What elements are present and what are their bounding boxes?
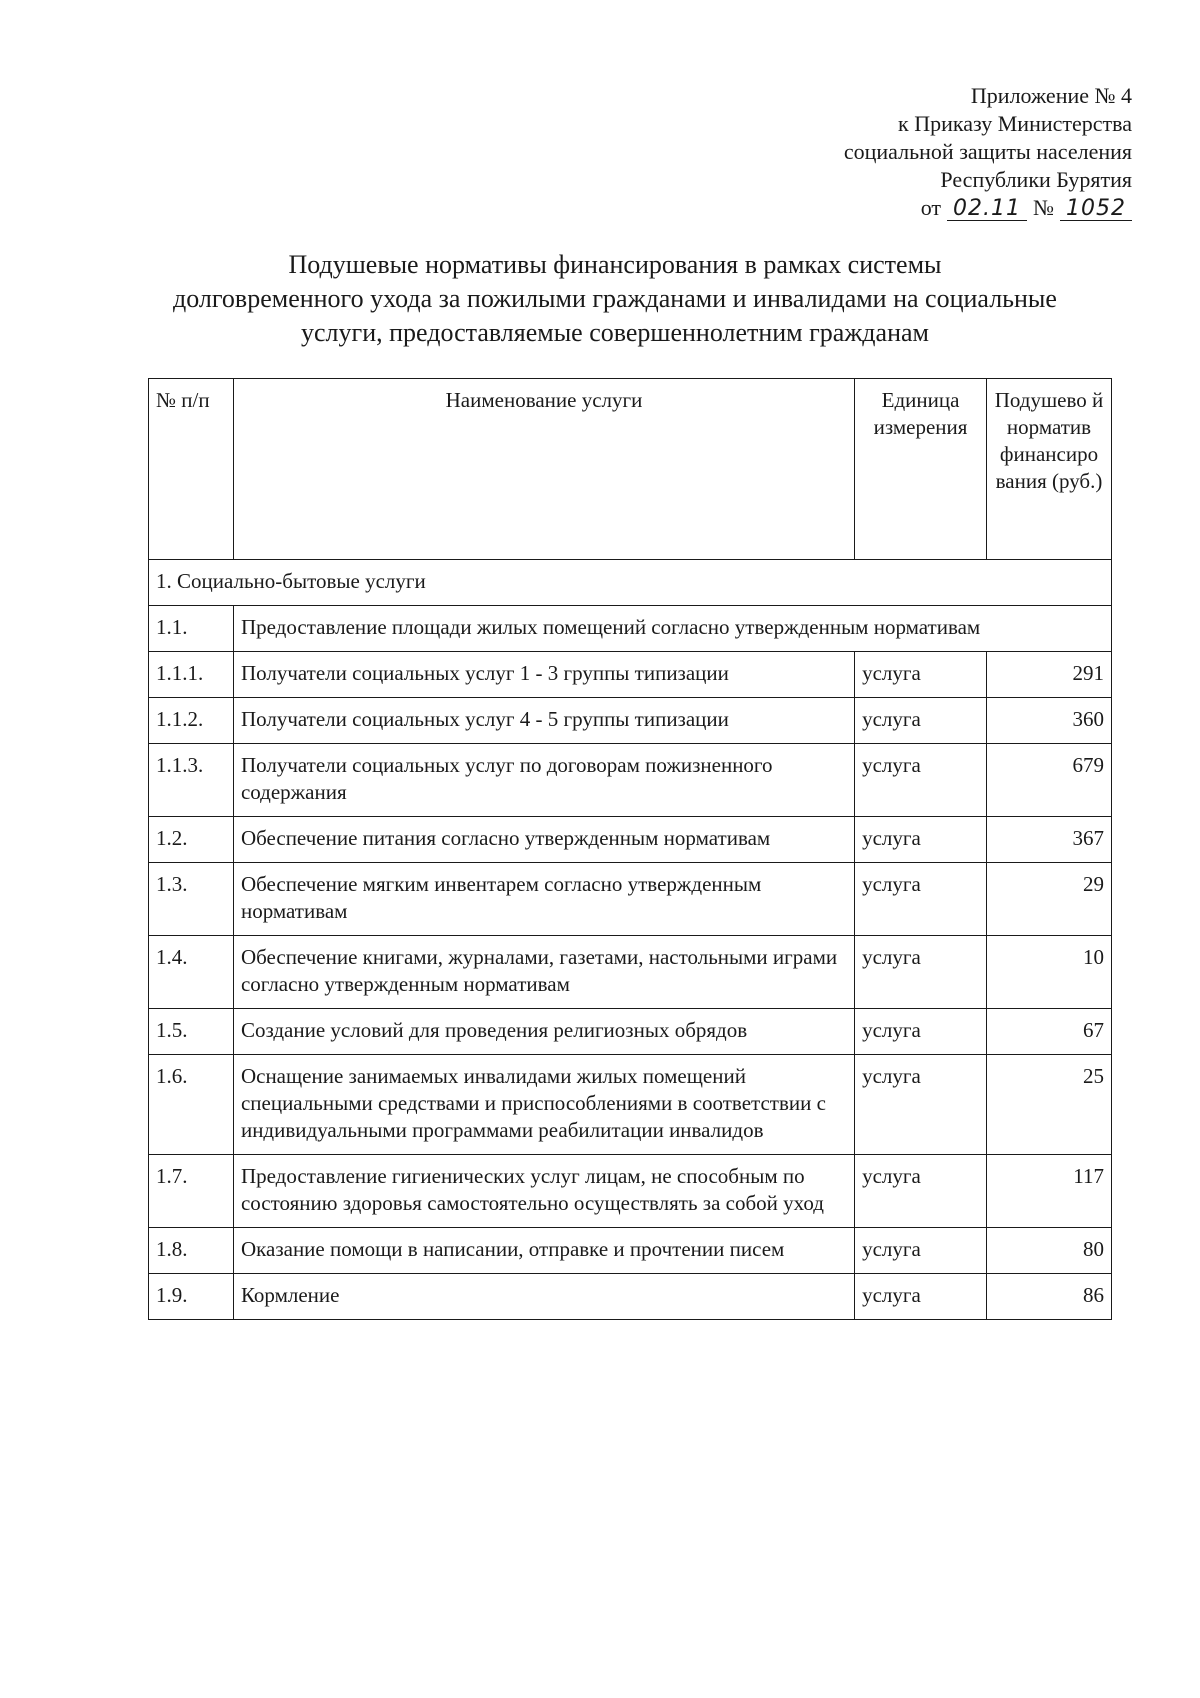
row-num: 1.1.1. [149,652,234,698]
row-value: 360 [987,698,1112,744]
document-title [110,248,1120,350]
row-value: 367 [987,817,1112,863]
row-num: 1.2. [149,817,234,863]
row-name: Обеспечение книгами, журналами, газетами, настольными играми согласно утвержденным нормативам [233,936,854,1009]
row-name: Предоставление гигиенических услуг лицам, не способным по состоянию здоровья самостоятельно осуществлять за собой уход [233,1155,854,1228]
row-name: Получатели социальных услуг по договорам пожизненного содержания [233,744,854,817]
row-unit: услуга [855,1155,987,1228]
row-value: 29 [987,863,1112,936]
appendix-line-1: Приложение № 4 [970,83,1132,108]
table-row [149,698,1112,744]
appendix-header [844,82,1132,222]
row-value: 291 [987,652,1112,698]
row-name: Кормление [233,1274,854,1320]
row-value: 80 [987,1228,1112,1274]
section-title: 1. Социально-бытовые услуги [149,560,1112,606]
row-value: 67 [987,1009,1112,1055]
header-num: № п/п [149,379,234,560]
table-row [149,1155,1112,1228]
section-row [149,560,1112,606]
table-header-row [149,379,1112,560]
row-unit: услуга [855,744,987,817]
table-row [149,817,1112,863]
title-line-3: услуги, предоставляемые совершеннолетним гражданам [301,318,929,347]
appendix-line-4: Республики Бурятия [940,167,1132,192]
row-num: 1.3. [149,863,234,936]
table-row [149,1274,1112,1320]
row-name: Получатели социальных услуг 4 - 5 группы типизации [233,698,854,744]
row-unit: услуга [855,652,987,698]
row-num: 1.4. [149,936,234,1009]
row-unit: услуга [855,1055,987,1155]
row-unit: услуга [855,863,987,936]
subheader-row [149,606,1112,652]
appendix-date-line [921,194,1132,222]
norms-table [148,378,1112,1320]
subheader-name: Предоставление площади жилых помещений согласно утвержденным нормативам [233,606,1111,652]
handwritten-date: 02.11 [947,198,1027,221]
header-value: Подушево й норматив финансиро вания (руб.) [987,379,1112,560]
row-value: 86 [987,1274,1112,1320]
row-unit: услуга [855,1274,987,1320]
row-num: 1.8. [149,1228,234,1274]
row-num: 1.1.2. [149,698,234,744]
row-value: 679 [987,744,1112,817]
title-line-2: долговременного ухода за пожилыми гражданами и инвалидами на социальные [173,284,1057,313]
row-name: Оказание помощи в написании, отправке и прочтении писем [233,1228,854,1274]
table-row [149,1228,1112,1274]
row-num: 1.6. [149,1055,234,1155]
row-name: Обеспечение питания согласно утвержденным нормативам [233,817,854,863]
row-unit: услуга [855,698,987,744]
row-num: 1.9. [149,1274,234,1320]
table-row [149,936,1112,1009]
row-name: Оснащение занимаемых инвалидами жилых помещений специальными средствами и приспособлениями в соответствии с индивидуальными программами реабилитации инвалидов [233,1055,854,1155]
row-value: 25 [987,1055,1112,1155]
appendix-line-3: социальной защиты населения [843,139,1132,164]
subheader-num: 1.1. [149,606,234,652]
row-name: Обеспечение мягким инвентарем согласно утвержденным нормативам [233,863,854,936]
table-row [149,1055,1112,1155]
table-row [149,1009,1112,1055]
row-value: 10 [987,936,1112,1009]
number-prefix: № [1033,195,1054,220]
title-line-1: Подушевые нормативы финансирования в рамках системы [288,250,942,279]
appendix-line-2: к Приказу Министерства [898,111,1132,136]
row-name: Получатели социальных услуг 1 - 3 группы типизации [233,652,854,698]
row-value: 117 [987,1155,1112,1228]
row-unit: услуга [855,1009,987,1055]
header-unit: Единица измерения [855,379,987,560]
date-prefix: от [920,195,942,220]
row-num: 1.5. [149,1009,234,1055]
header-name: Наименование услуги [233,379,854,560]
row-name: Создание условий для проведения религиозных обрядов [233,1009,854,1055]
row-unit: услуга [855,936,987,1009]
row-num: 1.7. [149,1155,234,1228]
table-row [149,744,1112,817]
row-num: 1.1.3. [149,744,234,817]
row-unit: услуга [855,1228,987,1274]
handwritten-number: 1052 [1060,198,1132,221]
row-unit: услуга [855,817,987,863]
table-row [149,652,1112,698]
table-row [149,863,1112,936]
